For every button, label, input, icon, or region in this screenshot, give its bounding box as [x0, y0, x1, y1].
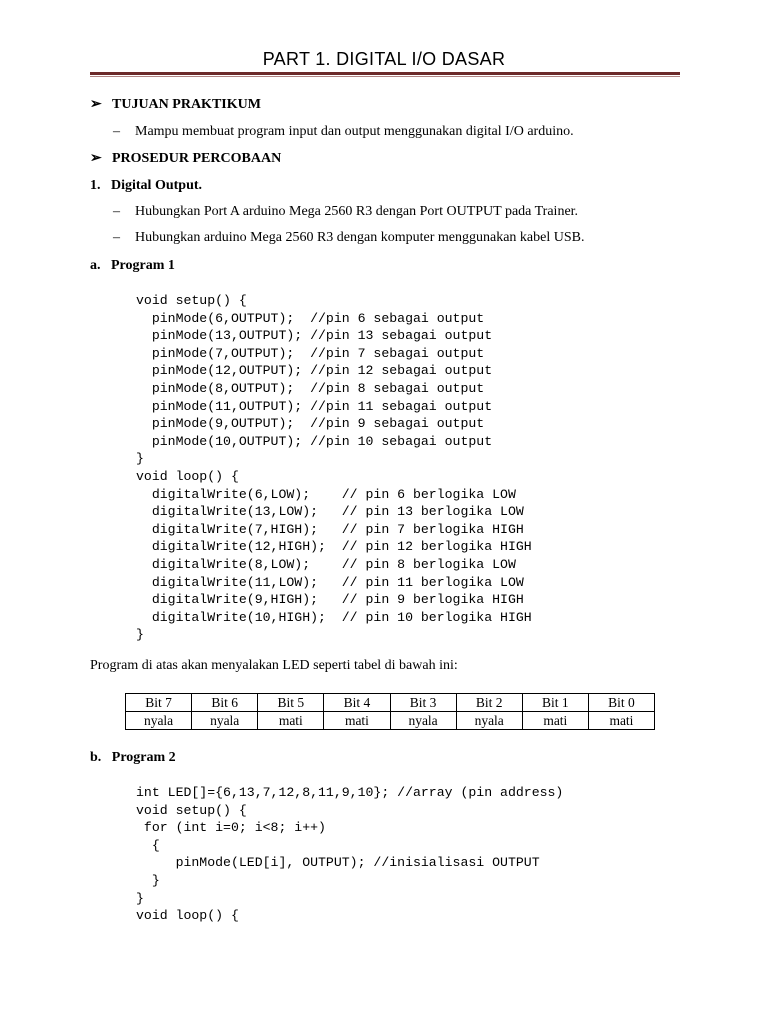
table-header-cell: Bit 4: [324, 694, 390, 712]
title-underline-thin: [90, 76, 680, 77]
code-line: pinMode(7,OUTPUT); //pin 7 sebagai output: [136, 345, 485, 361]
table-header-cell: Bit 1: [522, 694, 588, 712]
table-cell: mati: [258, 712, 324, 730]
code-line: digitalWrite(6,LOW); // pin 6 berlogika LOW: [136, 486, 516, 502]
code-line: digitalWrite(12,HIGH); // pin 12 berlogika HIGH: [136, 539, 532, 555]
table-header-row: [126, 694, 655, 712]
code-line: pinMode(12,OUTPUT); //pin 12 sebagai output: [136, 363, 493, 379]
table-cell: nyala: [456, 712, 522, 730]
page-title: PART 1. DIGITAL I/O DASAR: [262, 49, 506, 69]
code-line: pinMode(11,OUTPUT); //pin 11 sebagai output: [136, 398, 493, 414]
tujuan-item: – Mampu membuat program input dan output menggunakan digital I/O arduino.: [113, 124, 574, 139]
code-line: pinMode(10,OUTPUT); //pin 10 sebagai output: [136, 433, 493, 449]
code-line: void setup() {: [136, 802, 247, 818]
tujuan-heading: ➢ TUJUAN PRAKTIKUM: [90, 97, 261, 112]
code-line: pinMode(9,OUTPUT); //pin 9 sebagai output: [136, 416, 485, 432]
dash-bullet-icon: –: [113, 124, 120, 139]
table-cell: mati: [324, 712, 390, 730]
program2-code-block: [136, 784, 563, 925]
code-line: digitalWrite(9,HIGH); // pin 9 berlogika HIGH: [136, 592, 524, 608]
code-line: digitalWrite(10,HIGH); // pin 10 berlogika HIGH: [136, 609, 532, 625]
table-header-cell: Bit 3: [390, 694, 456, 712]
code-line: void loop() {: [136, 468, 239, 484]
arrow-bullet-icon: ➢: [90, 151, 102, 166]
table-cell: nyala: [126, 712, 192, 730]
table-header-cell: Bit 0: [588, 694, 654, 712]
code-line: digitalWrite(7,HIGH); // pin 7 berlogika HIGH: [136, 521, 524, 537]
arrow-bullet-icon: ➢: [90, 97, 102, 112]
code-line: for (int i=0; i<8; i++): [136, 820, 326, 836]
table-header-cell: Bit 6: [192, 694, 258, 712]
code-line: void loop() {: [136, 908, 239, 924]
code-line: pinMode(6,OUTPUT); //pin 6 sebagai output: [136, 310, 485, 326]
code-line: digitalWrite(13,LOW); // pin 13 berlogika LOW: [136, 504, 524, 520]
led-state-table: [125, 693, 655, 730]
code-line: digitalWrite(8,LOW); // pin 8 berlogika LOW: [136, 556, 516, 572]
table-header-cell: Bit 5: [258, 694, 324, 712]
table-cell: nyala: [390, 712, 456, 730]
table-header-cell: Bit 7: [126, 694, 192, 712]
code-line: }: [136, 627, 144, 643]
code-line: pinMode(LED[i], OUTPUT); //inisialisasi OUTPUT: [136, 855, 540, 871]
code-line: pinMode(8,OUTPUT); //pin 8 sebagai output: [136, 380, 485, 396]
code-line: }: [136, 872, 160, 888]
table-cell: mati: [588, 712, 654, 730]
table-row: [126, 712, 655, 730]
program1-heading: a. Program 1: [90, 258, 175, 273]
code-line: }: [136, 451, 144, 467]
program1-note: Program di atas akan menyalakan LED seperti tabel di bawah ini:: [90, 658, 458, 673]
digital-output-heading: 1. Digital Output.: [90, 178, 203, 193]
dash-bullet-icon: –: [113, 230, 120, 245]
code-line: }: [136, 890, 144, 906]
step-2: – Hubungkan arduino Mega 2560 R3 dengan komputer menggunakan kabel USB.: [113, 230, 585, 245]
table-header-cell: Bit 2: [456, 694, 522, 712]
prosedur-heading: ➢ PROSEDUR PERCOBAAN: [90, 151, 282, 166]
title-underline: [90, 72, 680, 75]
code-line: pinMode(13,OUTPUT); //pin 13 sebagai output: [136, 328, 493, 344]
code-line: {: [136, 837, 160, 853]
code-line: digitalWrite(11,LOW); // pin 11 berlogika LOW: [136, 574, 524, 590]
dash-bullet-icon: –: [113, 204, 120, 219]
program1-code-block: [136, 292, 532, 644]
step-1: – Hubungkan Port A arduino Mega 2560 R3 dengan Port OUTPUT pada Trainer.: [113, 204, 579, 219]
code-line: void setup() {: [136, 293, 247, 308]
table-cell: mati: [522, 712, 588, 730]
code-line: int LED[]={6,13,7,12,8,11,9,10}; //array (pin address): [136, 785, 564, 800]
program2-heading: b. Program 2: [90, 750, 176, 765]
table-cell: nyala: [192, 712, 258, 730]
